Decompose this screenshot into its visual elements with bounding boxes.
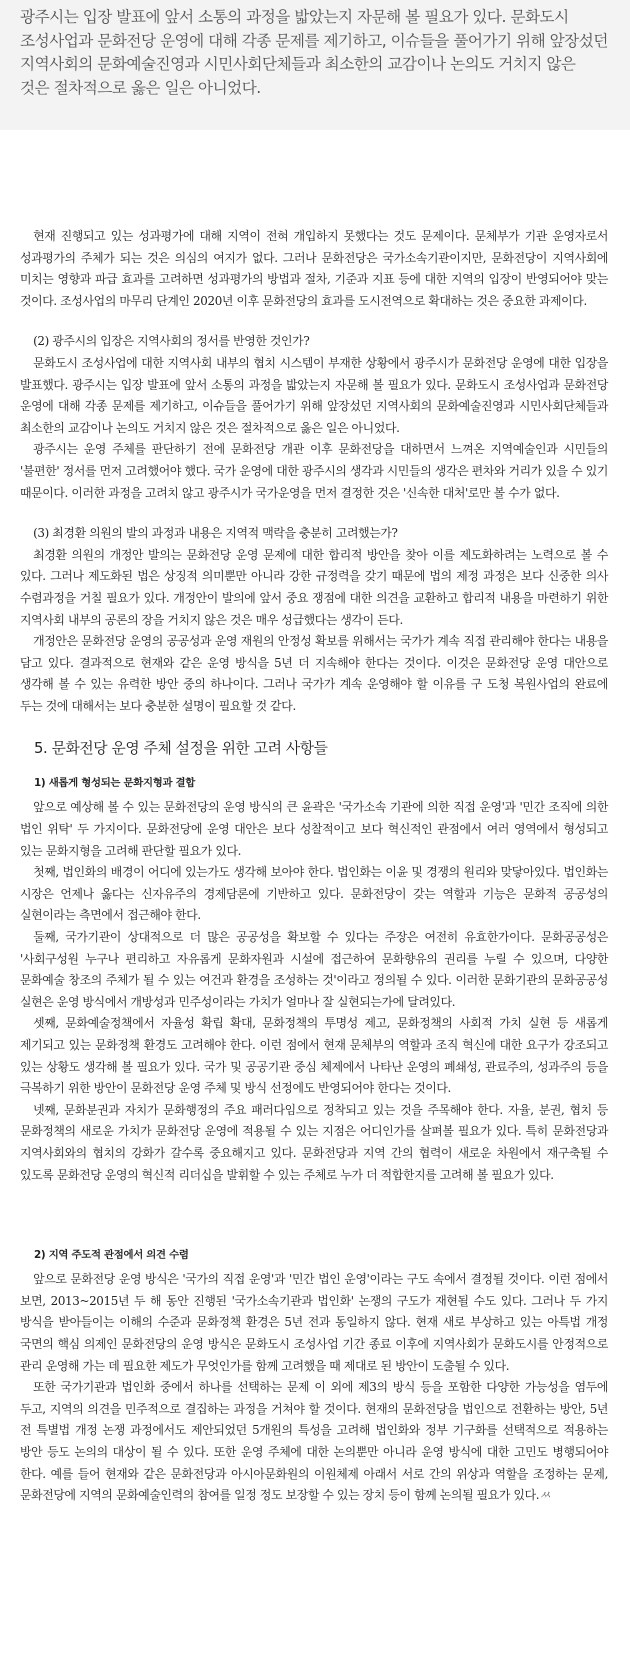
question-2-paragraph-1: 문화도시 조성사업에 대한 지역사회 내부의 협치 시스템이 부재한 상황에서 광주시가 문화전당 운영에 대한 입장을 발표했다. 광주시는 입장 발표에 앞서 소통의 과정을 밟았는지 자문해 볼 필요가 있다. 문화도시 조성사업과 문화전당 운영에 대해 각종 문제를 제기하고, 이슈들을 풀어가기 위해 앞장섰던 지역사회의 문화예술진영과 시민사회단체들과 최소한의 교감이나 논의도 거치지 않은 것은 절차적으로 옳은 일은 아니었다. — [20, 355, 608, 435]
spacer — [20, 130, 608, 226]
subsection-2-paragraph-2 — [20, 1377, 608, 1507]
question-3-title: (3) 최경환 의원의 발의 과정과 내용은 지역적 맥락을 충분히 고려했는가? — [33, 526, 398, 541]
pull-quote-box — [0, 0, 630, 130]
subsection-1-paragraph-5: 넷째, 문화분권과 자치가 문화행정의 주요 패러다임으로 정착되고 있는 것을 주목해야 한다. 자율, 분권, 협치 등 문화정책의 새로운 가치가 문화전당 운영에 적용될 수 있는 지점은 어디인가를 살펴볼 필요가 있다. 특히 문화전당과 지역사회와의 협치의 강화가 갈수록 중요해지고 있다. 문화전당과 지역 간의 협력이 새로운 차원에서 재구축될 수 있도록 문화전당 운영의 혁신적 리더십을 발휘할 수 있는 주체로 누가 더 적합한지를 고려해 볼 필요가 있다. — [20, 1102, 608, 1182]
subsection-2-heading: 2) 지역 주도적 관점에서 의견 수렴 — [34, 1249, 189, 1262]
subsection-2-paragraph-2-text: 또한 국가기관과 법인화 중에서 하나를 선택하는 문제 이 외에 제3의 방식 등을 포함한 다양한 가능성을 염두에 두고, 지역의 의견을 민주적으로 결집하는 과정을 거쳐야 할 것이다. 현재의 문화전당을 법인으로 전환하는 방안, 5년 전 특별법 개정 논쟁 과정에서도 제안되었던 5개원의 특성을 고려해 법인화와 정부 기구화를 선택적으로 적용하는 방안 등도 논의의 대상이 될 수 있다. 또한 운영 주체에 대한 논의뿐만 아니라 운영 방식에 대한 고민도 병행되어야 한다. 예를 들어 현재와 같은 문화전당과 아시아문화원의 이원체제 아래서 서로 간의 위상과 역할을 조정하는 문제, 문화전당에 지역의 문화예술인력의 참여를 일정 정도 보장할 수 있는 장치 등이 함께 논의될 필요가 있다. — [20, 1380, 608, 1503]
subsection-1-paragraph-2: 첫째, 법인화의 배경이 어디에 있는가도 생각해 보아야 한다. 법인화는 이윤 및 경쟁의 원리와 맞닿아있다. 법인화는 시장은 언제나 옳다는 신자유주의 경제담론에 기반하고 있다. 문화전당이 갖는 역할과 기능은 문화적 공공성의 실현이라는 측면에서 접근해야 한다. — [20, 865, 608, 923]
question-3-paragraph-2: 개정안은 문화전당 운영의 공공성과 운영 재원의 안정성 확보를 위해서는 국가가 계속 직접 관리해야 한다는 내용을 담고 있다. 결과적으로 현재와 같은 운영 방식을 5년 더 지속해야 한다는 것이다. 이것은 문화전당 운영 대안으로 생각해 볼 수 있는 유력한 방안 중의 하나이다. 그러나 국가가 계속 운영해야 할 이유를 구 도청 복원사업의 완료에 두는 것에 대해서는 보다 충분한 설명이 필요할 것 같다. — [20, 634, 608, 713]
subsection-1-paragraph-1: 앞으로 예상해 볼 수 있는 문화전당의 운영 방식의 큰 윤곽은 '국가소속 기관에 의한 직접 운영'과 '민간 조직에 의한 법인 위탁' 두 가지이다. 문화전당에 운영 대안은 보다 성찰적이고 보다 혁신적인 관점에서 여러 영역에서 형성되고 있는 문화지형을 고려해 판단할 필요가 있다. — [20, 800, 608, 858]
subsection-2-paragraph-1: 앞으로 문화전당 운영 방식은 '국가의 직접 운영'과 '민간 법인 운영'이라는 구도 속에서 결정될 것이다. 이런 점에서 보면, 2013~2015년 두 해 동안 진행된 '국가소속기관과 법인화' 논쟁의 구도가 재현될 수도 있다. 그러나 두 가지 방식을 받아들이는 이해의 수준과 문화정책 환경은 5년 전과 동일하지 않다. 현재 새로 부상하고 있는 아특법 개정 국면의 핵심 의제인 문화전당의 운영 방식은 문화도시 조성사업 기간 종료 이후에 지역사회가 문화도시를 안정적으로 관리 운영해 가는 데 필요한 제도가 무엇인가를 함께 고려했을 때 제대로 된 방안이 도출될 수 있다. — [20, 1272, 608, 1373]
subsection-1-paragraph-3: 둘째, 국가기관이 상대적으로 더 많은 공공성을 확보할 수 있다는 주장은 여전히 유효한가이다. 문화공공성은 '사회구성원 누구나 편리하고 자유롭게 문화자원과 시설에 접근하여 문화향유의 권리를 누릴 수 있으며, 다양한 문화예술 창조의 주체가 될 수 있는 여건과 환경을 조성하는 것'이라고 정의될 수 있다. 이러한 문화기관의 문화공공성 실현은 운영 방식에서 개방성과 민주성이라는 가치가 얼마나 잘 실현되는가에 달려있다. — [20, 930, 608, 1009]
pull-quote: 광주시는 입장 발표에 앞서 소통의 과정을 밟았는지 자문해 볼 필요가 있다. 문화도시 조성사업과 문화전당 운영에 대해 각종 문제를 제기하고, 이슈들을 풀어가기 위해 앞장섰던 지역사회의 문화예술진영과 시민사회단체들과 최소한의 교감이나 논의도 거치지 않은 것은 절차적으로 옳은 일은 아니었다. — [20, 8, 608, 97]
question-2-title: (2) 광주시의 입장은 지역사회의 정서를 반영한 것인가? — [33, 334, 310, 349]
end-mark: ㅆ — [539, 1488, 551, 1503]
question-2-paragraph-2: 광주시는 운영 주체를 판단하기 전에 문화전당 개관 이후 문화전당을 대하면서 느껴온 지역예술인과 시민들의 '불편한' 정서를 먼저 고려했어야 했다. 국가 운영에 대한 광주시의 생각과 시민들의 생각은 편차와 거리가 있을 수 있기 때문이다. 이러한 과정을 고려치 않고 광주시가 국가운영을 먼저 결정한 것은 '신속한 대처'로만 볼 수가 없다. — [20, 442, 608, 500]
section-5-heading: 5. 문화전당 운영 주체 설정을 위한 고려 사항들 — [34, 740, 328, 758]
subsection-1-heading: 1) 새롭게 형성되는 문화지형과 결합 — [34, 777, 195, 790]
question-3-paragraph-1: 최경환 의원의 개정안 발의는 문화전당 운영 문제에 대한 합리적 방안을 찾아 이를 제도화하려는 노력으로 볼 수 있다. 그러나 제도화된 법은 상징적 의미뿐만 아니라 강한 규정력을 갖기 때문에 법의 제정 과정은 보다 신중한 의사 수렴과정을 거칠 필요가 있다. 개정안이 발의에 앞서 중요 쟁점에 대한 의견을 교환하고 합리적 내용을 마련하기 위한 지역사회 내부의 공론의 장을 거치지 않은 것은 매우 성급했다는 생각이 든다. — [20, 547, 608, 627]
subsection-1-paragraph-4: 셋째, 문화예술정책에서 자율성 확립 확대, 문화정책의 투명성 제고, 문화정책의 사회적 가치 실현 등 새롭게 제기되고 있는 문화정책 환경도 고려해야 한다. 이런 점에서 현재 문체부의 역할과 조직 혁신에 대한 요구가 강조되고 있는 상황도 생각해 볼 필요가 있다. 국가 및 공공기관 중심 체제에서 나타난 운영의 폐쇄성, 관료주의, 성과주의 등을 극복하기 위한 방안이 문화전당 운영 주체 및 방식 선정에도 반영되어야 한다는 것이다. — [20, 1016, 608, 1096]
intro-paragraph: 현재 진행되고 있는 성과평가에 대해 지역이 전혀 개입하지 못했다는 것도 문제이다. 문체부가 기관 운영자로서 성과평가의 주체가 되는 것은 의심의 여지가 없다. 그러나 문화전당은 국가소속기관이지만, 문화전당이 지역사회에 미치는 영향과 파급 효과를 고려하면 성과평가의 방법과 절차, 기준과 지표 등에 대한 지역의 입장이 반영되어야 맞는 것이다. 조성사업의 마무리 단계인 2020년 이후 문화전당의 효과를 도시전역으로 확대하는 것은 중요한 과제이다. — [20, 229, 608, 308]
